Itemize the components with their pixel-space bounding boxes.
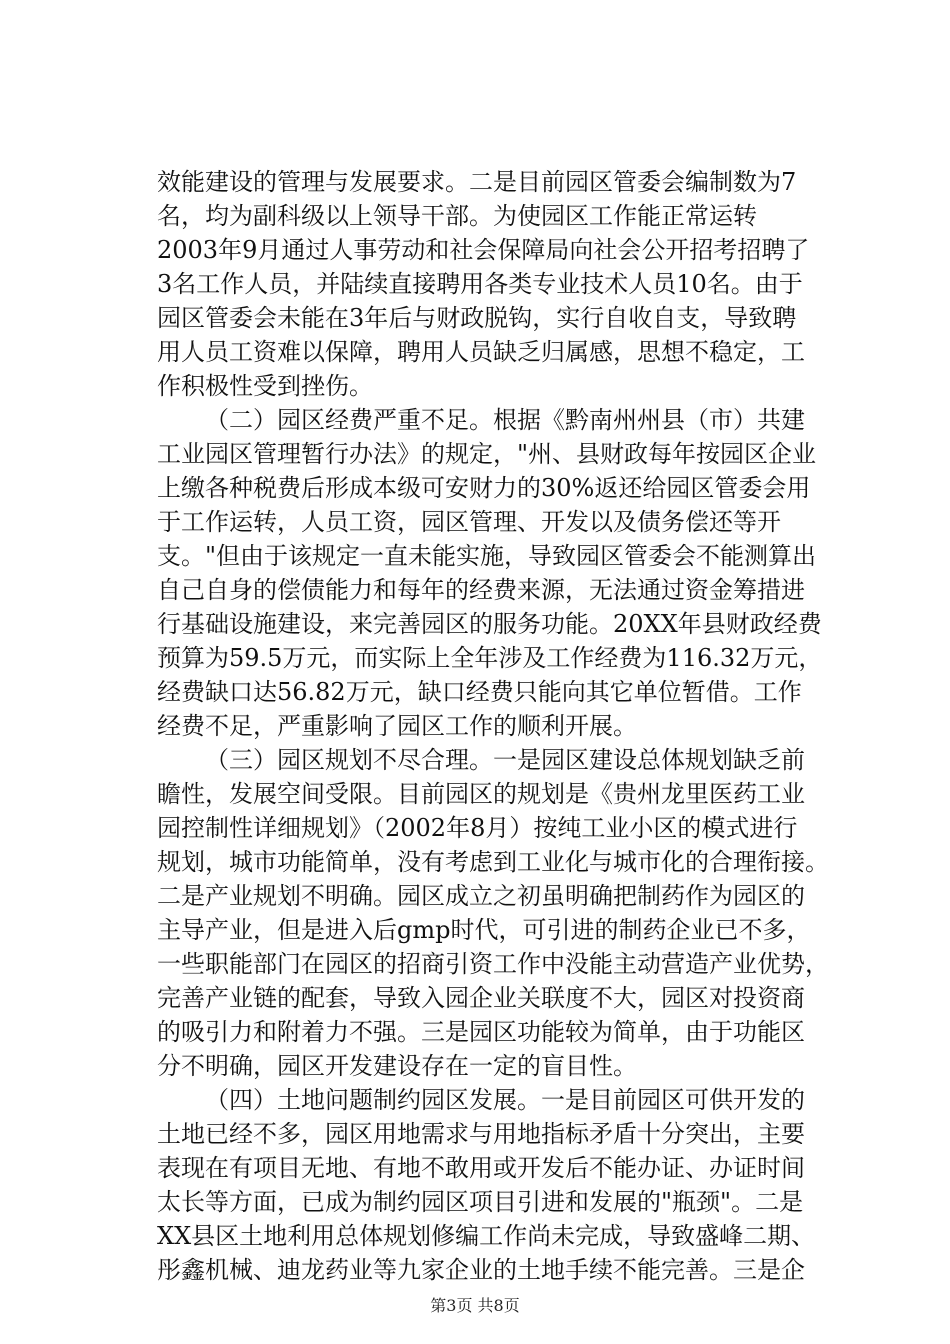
text-line: 瞻性，发展空间受限。目前园区的规划是《贵州龙里医药工业 [157,780,805,808]
text-line: 园控制性详细规划》（2002年8月）按纯工业小区的模式进行 [157,814,798,842]
text-line: 的吸引力和附着力不强。三是园区功能较为简单，由于功能区 [157,1018,805,1046]
text-line: 表现在有项目无地、有地不敢用或开发后不能办证、办证时间 [157,1154,805,1182]
text-line: 支。"但由于该规定一直未能实施，导致园区管委会不能测算出 [157,542,817,570]
text-line: 主导产业，但是进入后gmp时代，可引进的制药企业已不多， [157,916,811,944]
text-line: 土地已经不多，园区用地需求与用地指标矛盾十分突出，主要 [157,1120,805,1148]
text-line: 规划，城市功能简单，没有考虑到工业化与城市化的合理衔接。 [157,848,829,876]
text-line: 3名工作人员，并陆续直接聘用各类专业技术人员10名。由于 [157,270,803,298]
text-line: 自己自身的偿债能力和每年的经费来源，无法通过资金筹措进 [157,576,805,604]
text-line: 太长等方面，已成为制约园区项目引进和发展的"瓶颈"。二是 [157,1188,804,1216]
text-line: 分不明确，园区开发建设存在一定的盲目性。 [157,1052,637,1080]
text-line: 上缴各种税费后形成本级可安财力的30%返还给园区管委会用 [157,474,811,502]
text-line: 工业园区管理暂行办法》的规定，"州、县财政每年按园区企业 [157,440,817,468]
text-line: 预算为59.5万元，而实际上全年涉及工作经费为116.32万元， [157,644,823,672]
text-line: 名，均为副科级以上领导干部。为使园区工作能正常运转 [157,202,757,230]
text-line: 园区管委会未能在3年后与财政脱钩，实行自收自支，导致聘 [157,304,797,332]
text-line: 二是产业规划不明确。园区成立之初虽明确把制药作为园区的 [157,882,805,910]
paragraph-heading-3: （三）园区规划不尽合理。一是园区建设总体规划缺乏前 [205,746,805,774]
text-line: 用人员工资难以保障，聘用人员缺乏归属感，思想不稳定，工 [157,338,805,366]
paragraph-heading-4: （四）土地问题制约园区发展。一是目前园区可供开发的 [205,1086,805,1114]
page-number-footer: 第3页 共8页 [430,1296,520,1315]
text-line: 经费不足，严重影响了园区工作的顺利开展。 [157,712,637,740]
text-line: 效能建设的管理与发展要求。二是目前园区管委会编制数为7 [157,168,797,196]
text-line: 彤鑫机械、迪龙药业等九家企业的土地手续不能完善。三是企 [157,1256,805,1284]
text-line: 完善产业链的配套，导致入园企业关联度不大，园区对投资商 [157,984,805,1012]
text-line: 作积极性受到挫伤。 [157,372,373,400]
text-line: 于工作运转，人员工资，园区管理、开发以及债务偿还等开 [157,508,781,536]
text-line: XX县区土地利用总体规划修编工作尚未完成，导致盛峰二期、 [157,1222,816,1250]
text-line: 一些职能部门在园区的招商引资工作中没能主动营造产业优势， [157,950,829,978]
text-line: 2003年9月通过人事劳动和社会保障局向社会公开招考招聘了 [157,236,810,264]
paragraph-heading-2: （二）园区经费严重不足。根据《黔南州州县（市）共建 [205,406,805,434]
text-line: 行基础设施建设，来完善园区的服务功能。20XX年县财政经费 [157,610,822,638]
text-line: 经费缺口达56.82万元，缺口经费只能向其它单位暂借。工作 [157,678,802,706]
